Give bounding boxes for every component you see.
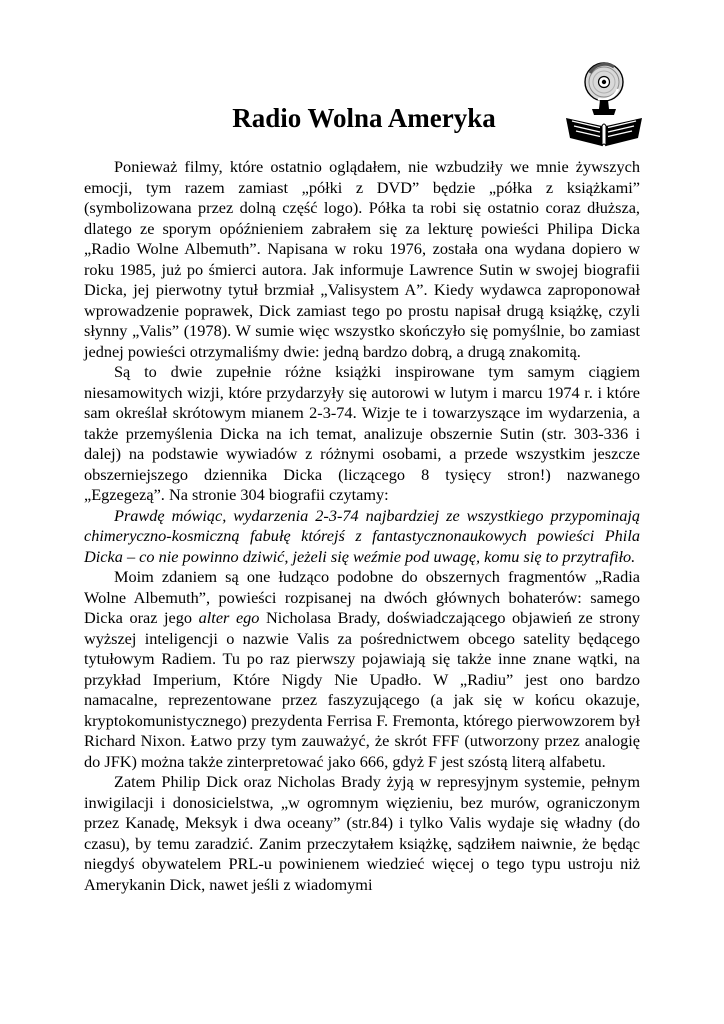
paragraph: Są to dwie zupełnie różne książki inspirowane tym samym ciągiem niesamowitych wizji, które przydarzyły się autorowi w lutym i marcu 1974 r. i które sam określał skrótowym mianem 2-3-74. Wizje te i towarzyszące im wydarzenia, a także przemyślenia Dicka na ich temat, analizuje obszernie Sutin (str. 303-336 i dalej) na podstawie wywiadów z różnymi osobami, a przede wszystkim jeszcze obszerniejszego dziennika Dicka (liczącego 8 tysięcy stron!) nazwanego „Egzegezą”. Na stronie 304 biografii czytamy: bbox=[84, 362, 640, 504]
paragraph: Ponieważ filmy, które ostatnio oglądałem, nie wzbudziły we mnie żywszych emocji, tym razem zamiast „półki z DVD” będzie „półka z książkami” (symbolizowana przez dolną część logo). Półka ta robi się ostatnio coraz dłuższa, dlatego ze sporym opóźnieniem zabrałem się za lekturę powieści Philipa Dicka „Radio Wolne Albemuth”. Napisana w roku 1976, została ona wydana dopiero w roku 1985, już po śmierci autora. Jak informuje Lawrence Sutin w swojej biografii Dicka, jej pierwotny tytuł brzmiał „Valisystem A”. Kiedy wydawca zaproponował wprowadzenie poprawek, Dick zamiast tego po prostu napisał drugą książkę, czyli słynny „Valis” (1978). W sumie więc wszystko skończyło się pomyślnie, bo zamiast jednej powieści otrzymaliśmy dwie: jedną bardzo dobrą, a drugą znakomitą. bbox=[84, 157, 640, 361]
quote-paragraph: Prawdę mówiąc, wydarzenia 2-3-74 najbardziej ze wszystkiego przypominają chimeryczno-kosmiczną fabułę którejś z fantastycznonaukowych powieści Phila Dicka – co nie powinno dziwić, jeżeli się weźmie pod uwagę, komu się to przytrafiło. bbox=[84, 505, 640, 566]
page-title: Radio Wolna Ameryka bbox=[232, 103, 496, 133]
paragraph: Zatem Philip Dick oraz Nicholas Brady żyją w represyjnym systemie, pełnym inwigilacji i donosicielstwa, „w ogromnym więzieniu, bez murów, ograniczonym przez Kanadę, Meksyk i dwa oceany” (str.84) i tylko Valis wydaje się władny (do czasu), by temu zaradzić. Zanim przeczytałem książkę, sądziłem naiwnie, że będąc niegdyś obywatelem PRL-u powinienem wiedzieć więcej o tego typu ustroju niż Amerykanin Dick, nawet jeśli z wiadomymi bbox=[84, 772, 640, 894]
article-body bbox=[84, 157, 640, 895]
emphasis-text: alter ego bbox=[198, 608, 260, 627]
paragraph: Moim zdaniem są one łudząco podobne do obszernych fragmentów „Radia Wolne Albemuth”, powieści rozpisanej na dwóch głównych bohaterów: samego Dicka oraz jego alter ego Nicholasa Brady, doświadczającego objawień ze strony wyższej inteligencji o nazwie Valis za pośrednictwem obcego satelity będącego tytułowym Radiem. Tu po raz pierwszy pojawiają się także inne znane wątki, na przykład Imperium, Które Nigdy Nie Upadło. W „Radiu” jest ono bardzo namacalne, reprezentowane przez faszyzującego (a jak się w końcu okazuje, kryptokomunistycznego) prezydenta Ferrisa F. Fremonta, którego pierwowzorem był Richard Nixon. Łatwo przy tym zauważyć, że skrót FFF (utworzony przez analogię do JFK) można także zinterpretować jako 666, gdyż F jest szóstą literą alfabetu. bbox=[84, 567, 641, 771]
